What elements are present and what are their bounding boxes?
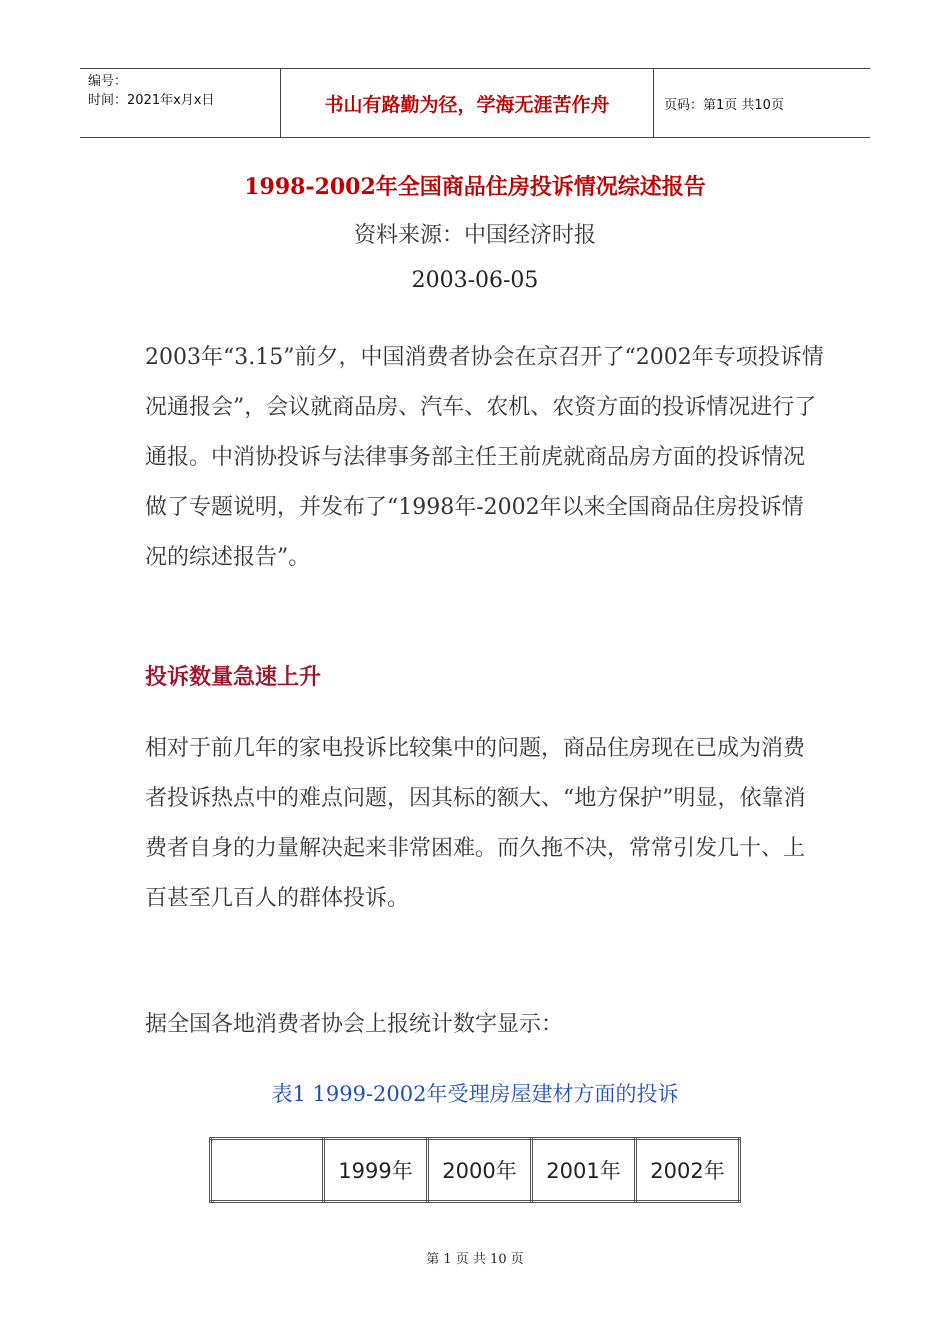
page-footer: 第 1 页 共 10 页 [426, 1252, 524, 1267]
table-header-row [211, 1139, 740, 1202]
document-source: 资料来源：中国经济时报 [353, 223, 596, 248]
page-header [80, 68, 870, 138]
document-date: 2003-06-05 [411, 268, 539, 293]
intro-paragraph: 2003年“3.15”前夕，中国消费者协会在京召开了“2002年专项投诉情况通报会”，会议就商品房、汽车、农机、农资方面的投诉情况进行了通报。中消协投诉与法律事务部主任王前虎就商品房方面的投诉情况做了专题说明，并发布了“1998年-2002年以来全国商品住房投诉情况的综述报告”。 [145, 345, 824, 570]
header-code: 编号： [88, 74, 128, 89]
document-title: 1998-2002年全国商品住房投诉情况综述报告 [244, 174, 706, 200]
header-time: 时间：2021年x月x日 [88, 93, 215, 108]
table-header-blank [211, 1139, 324, 1202]
statistics-intro: 据全国各地消费者协会上报统计数字显示： [145, 1012, 564, 1037]
table-header-2002: 2002年 [636, 1139, 740, 1202]
header-meta [80, 69, 280, 137]
section-heading: 投诉数量急速上升 [145, 665, 322, 690]
complaints-table [209, 1137, 741, 1203]
table-caption: 表1 1999-2002年受理房屋建材方面的投诉 [271, 1082, 679, 1106]
header-page-number: 页码：第1页 共10页 [664, 97, 784, 113]
table-header-2001: 2001年 [532, 1139, 636, 1202]
table-header-2000: 2000年 [428, 1139, 532, 1202]
header-motto: 书山有路勤为径，学海无涯苦作舟 [280, 69, 654, 137]
table-header-1999: 1999年 [324, 1139, 428, 1202]
body-paragraph: 相对于前几年的家电投诉比较集中的问题，商品住房现在已成为消费者投诉热点中的难点问题，因其标的额大、“地方保护”明显，依靠消费者自身的力量解决起来非常困难。而久拖不决，常常引发几十、上百甚至几百人的群体投诉。 [145, 736, 806, 911]
